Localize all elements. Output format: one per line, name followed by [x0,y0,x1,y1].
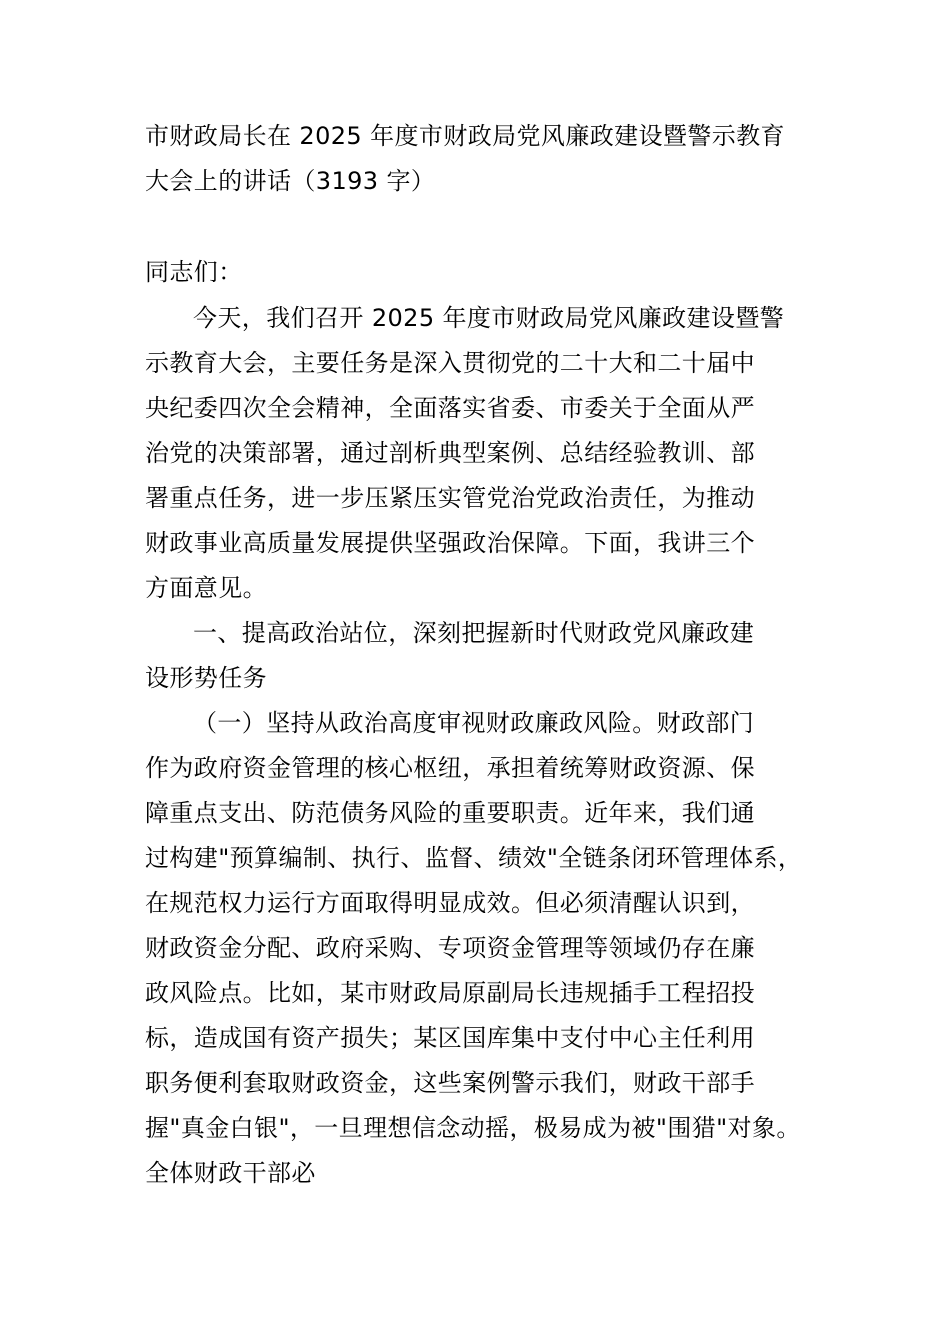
intro-line-3: 央纪委四次全会精神，全面落实省委、市委关于全面从严 [145,394,755,422]
subsection-line-10: 握"真金白银"，一旦理想信念动摇，极易成为被"围猎"对象。 [145,1114,801,1142]
subsection-line-1: （一）坚持从政治高度审视财政廉政风险。财政部门 [193,709,755,737]
subsection-line-6: 财政资金分配、政府采购、专项资金管理等领域仍存在廉 [145,934,755,962]
section-heading-line-1: 一、提高政治站位，深刻把握新时代财政党风廉政建 [193,619,755,647]
section-heading-line-2: 设形势任务 [145,664,267,692]
intro-line-6: 财政事业高质量发展提供坚强政治保障。下面，我讲三个 [145,529,755,557]
intro-line-2: 示教育大会，主要任务是深入贯彻党的二十大和二十届中 [145,349,755,377]
subsection-line-2: 作为政府资金管理的核心枢纽，承担着统筹财政资源、保 [145,754,755,782]
subsection-line-5: 在规范权力运行方面取得明显成效。但必须清醒认识到， [145,889,755,917]
subsection-line-9: 职务便利套取财政资金，这些案例警示我们，财政干部手 [145,1069,755,1097]
intro-line-4: 治党的决策部署，通过剖析典型案例、总结经验教训、部 [145,439,755,467]
document-title-line-2: 大会上的讲话（3193 字） [145,167,436,195]
subsection-line-3: 障重点支出、防范债务风险的重要职责。近年来，我们通 [145,799,755,827]
subsection-line-8: 标，造成国有资产损失；某区国库集中支付中心主任利用 [145,1024,755,1052]
salutation: 同志们： [145,258,243,286]
subsection-line-7: 政风险点。比如，某市财政局原副局长违规插手工程招投 [145,979,755,1007]
intro-line-1: 今天，我们召开 2025 年度市财政局党风廉政建设暨警 [193,304,785,332]
intro-line-7: 方面意见。 [145,574,267,602]
document-title-line-1: 市财政局长在 2025 年度市财政局党风廉政建设暨警示教育 [145,122,785,150]
subsection-line-4: 过构建"预算编制、执行、监督、绩效"全链条闭环管理体系， [145,844,803,872]
intro-line-5: 署重点任务，进一步压紧压实管党治党政治责任，为推动 [145,484,755,512]
subsection-line-11: 全体财政干部必 [145,1159,316,1187]
